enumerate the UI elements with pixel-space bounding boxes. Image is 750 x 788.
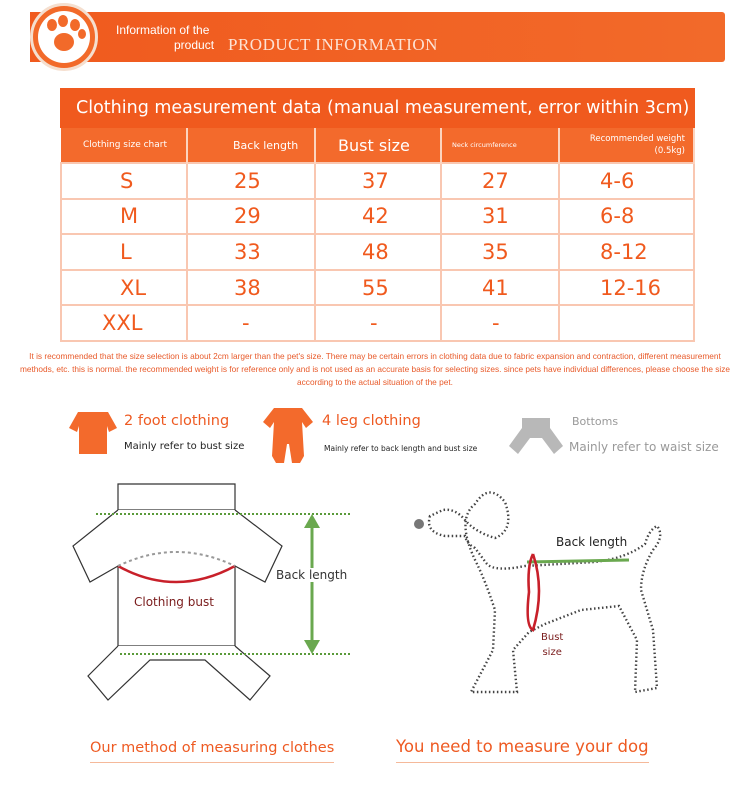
bust-cell: 55 [315,270,441,306]
table-row [61,163,694,199]
header-subtitle-line2: product [174,38,215,52]
pants-icon [508,416,564,456]
size-note: It is recommended that the size selection is about 2cm larger than the pet's size. There may be certain errors in clothing data due to fabric expansion and contraction, different measurement methods, etc. this is normal. the recommended weight is for reference only and is not used as an accurate basis for selecting sizes. since pets have individual differences, please choose the size according to the actual situation of the pet. [19,351,731,387]
weight-cell: 8-12 [559,234,694,270]
legend-desc: Mainly refer to waist size [569,440,719,454]
legend-item-2-foot [68,410,118,460]
neck-cell: 27 [441,163,559,199]
table-row [61,199,694,235]
bust-cell: 48 [315,234,441,270]
column-header: Clothing size chart [61,128,187,163]
caption-right: You need to measure your dog [396,737,649,763]
size-table [60,88,695,342]
shirt-icon [68,410,118,456]
weight-cell [559,305,694,341]
clothes-back-length-label: Back length [276,568,348,582]
back-length-cell: 38 [187,270,315,306]
legend-item-bottoms [508,416,564,460]
size-cell: S [61,163,187,199]
neck-cell: 31 [441,199,559,235]
paw-icon [38,11,90,63]
bust-cell: 37 [315,163,441,199]
size-cell: XL [61,270,187,306]
column-header: Neck circumference [441,128,559,163]
bust-cell: 42 [315,199,441,235]
dog-bust-label: Bust size [541,632,564,658]
size-cell: L [61,234,187,270]
table-row [61,305,694,341]
neck-cell: - [441,305,559,341]
legend-title: Bottoms [572,415,619,428]
clothes-bust-label: Clothing bust [134,595,214,609]
caption-left: Our method of measuring clothes [90,740,334,763]
legend-item-4-leg [262,406,314,468]
table-title: Clothing measurement data (manual measurement, error within 3cm) [60,88,695,128]
weight-cell: 6-8 [559,199,694,235]
back-length-cell: 25 [187,163,315,199]
logo-badge [30,3,98,71]
back-length-cell: - [187,305,315,341]
legend-desc: Mainly refer to bust size [124,441,245,452]
legend-desc: Mainly refer to back length and bust size [324,444,478,453]
header-subtitle-line1: Information of the [116,23,210,37]
neck-cell: 41 [441,270,559,306]
dog-diagram [405,480,675,705]
legend-title: 4 leg clothing [322,413,421,429]
weight-cell: 4-6 [559,163,694,199]
table-header-row [61,128,694,163]
weight-cell: 12-16 [559,270,694,306]
back-length-cell: 29 [187,199,315,235]
neck-cell: 35 [441,234,559,270]
table-row [61,270,694,306]
size-cell: XXL [61,305,187,341]
page-title: PRODUCT INFORMATION [228,35,438,54]
column-header: Back length [187,128,315,163]
table-row [61,234,694,270]
jumpsuit-icon [262,406,314,464]
back-length-cell: 33 [187,234,315,270]
size-cell: M [61,199,187,235]
dog-back-length-label: Back length [556,535,628,549]
bust-cell: - [315,305,441,341]
column-header: Recommended weight (0.5kg) [559,128,694,163]
column-header: Bust size [315,128,441,163]
header-subtitle [116,23,214,53]
legend-title: 2 foot clothing [124,413,230,429]
